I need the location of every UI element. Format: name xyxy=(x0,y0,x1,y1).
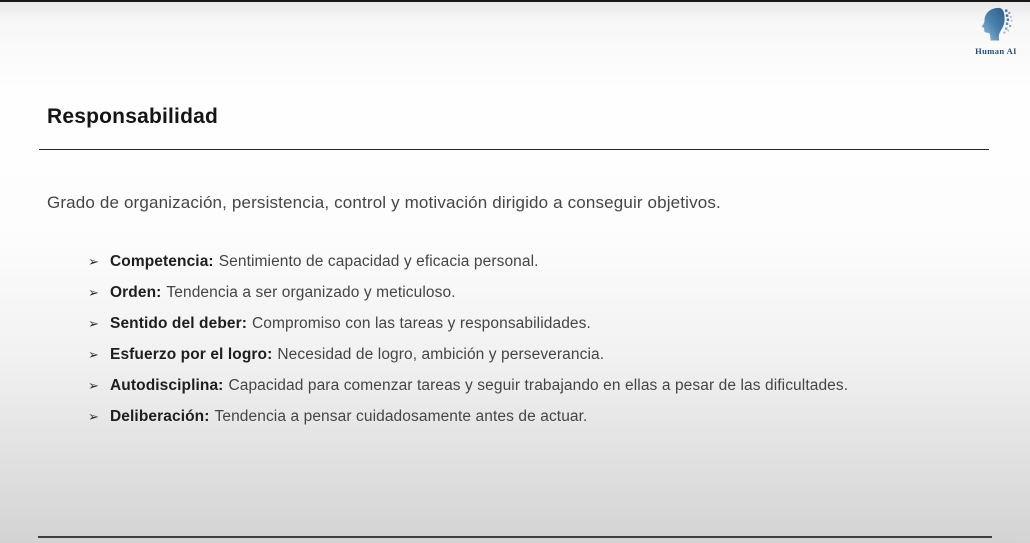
slide-description: Grado de organización, persistencia, control y motivación dirigido a conseguir objetivos. xyxy=(47,193,721,212)
bullet-content xyxy=(110,252,539,271)
bullet-text: Tendencia a ser organizado y meticuloso. xyxy=(166,284,456,301)
bullet-text: Capacidad para comenzar tareas y seguir trabajando en ellas a pesar de las dificultades. xyxy=(228,377,849,394)
arrow-bullet-icon: ➢ xyxy=(88,316,99,331)
arrow-bullet-icon: ➢ xyxy=(88,254,99,269)
bullet-label: Esfuerzo por el logro: xyxy=(110,346,273,363)
top-border-line xyxy=(0,0,1030,2)
bullet-label: Deliberación: xyxy=(110,408,210,425)
bullet-list xyxy=(88,252,1018,438)
bullet-label: Sentido del deber: xyxy=(110,315,248,332)
bullet-label: Orden: xyxy=(110,284,162,301)
bullet-content xyxy=(110,314,591,333)
slide-title: Responsabilidad xyxy=(47,105,219,128)
bullet-label: Autodisciplina: xyxy=(110,377,224,394)
bullet-text: Sentimiento de capacidad y eficacia personal. xyxy=(218,253,539,270)
bullet-content xyxy=(110,283,456,302)
bullet-content xyxy=(110,376,848,395)
arrow-bullet-icon: ➢ xyxy=(88,347,99,362)
logo-wordmark: Human AI xyxy=(975,46,1017,56)
arrow-bullet-icon: ➢ xyxy=(88,409,99,424)
bullet-item-deliberacion xyxy=(88,407,1018,426)
arrow-bullet-icon: ➢ xyxy=(88,285,99,300)
human-head-pixel-icon xyxy=(978,5,1014,45)
bullet-content xyxy=(110,345,604,364)
bullet-text: Compromiso con las tareas y responsabilidades. xyxy=(252,315,591,332)
bullet-text: Necesidad de logro, ambición y perseverancia. xyxy=(277,346,605,363)
bullet-label: Competencia: xyxy=(110,253,214,270)
title-underline xyxy=(39,149,989,150)
human-ai-logo xyxy=(968,5,1024,56)
bullet-item-sentido-del-deber xyxy=(88,314,1018,333)
bullet-content xyxy=(110,407,587,426)
bullet-text: Tendencia a pensar cuidadosamente antes de actuar. xyxy=(214,408,588,425)
bullet-item-orden xyxy=(88,283,1018,302)
bullet-item-esfuerzo-por-el-logro xyxy=(88,345,1018,364)
bullet-item-autodisciplina xyxy=(88,376,1018,395)
bullet-item-competencia xyxy=(88,252,1018,271)
arrow-bullet-icon: ➢ xyxy=(88,378,99,393)
bottom-border-line xyxy=(38,536,992,538)
